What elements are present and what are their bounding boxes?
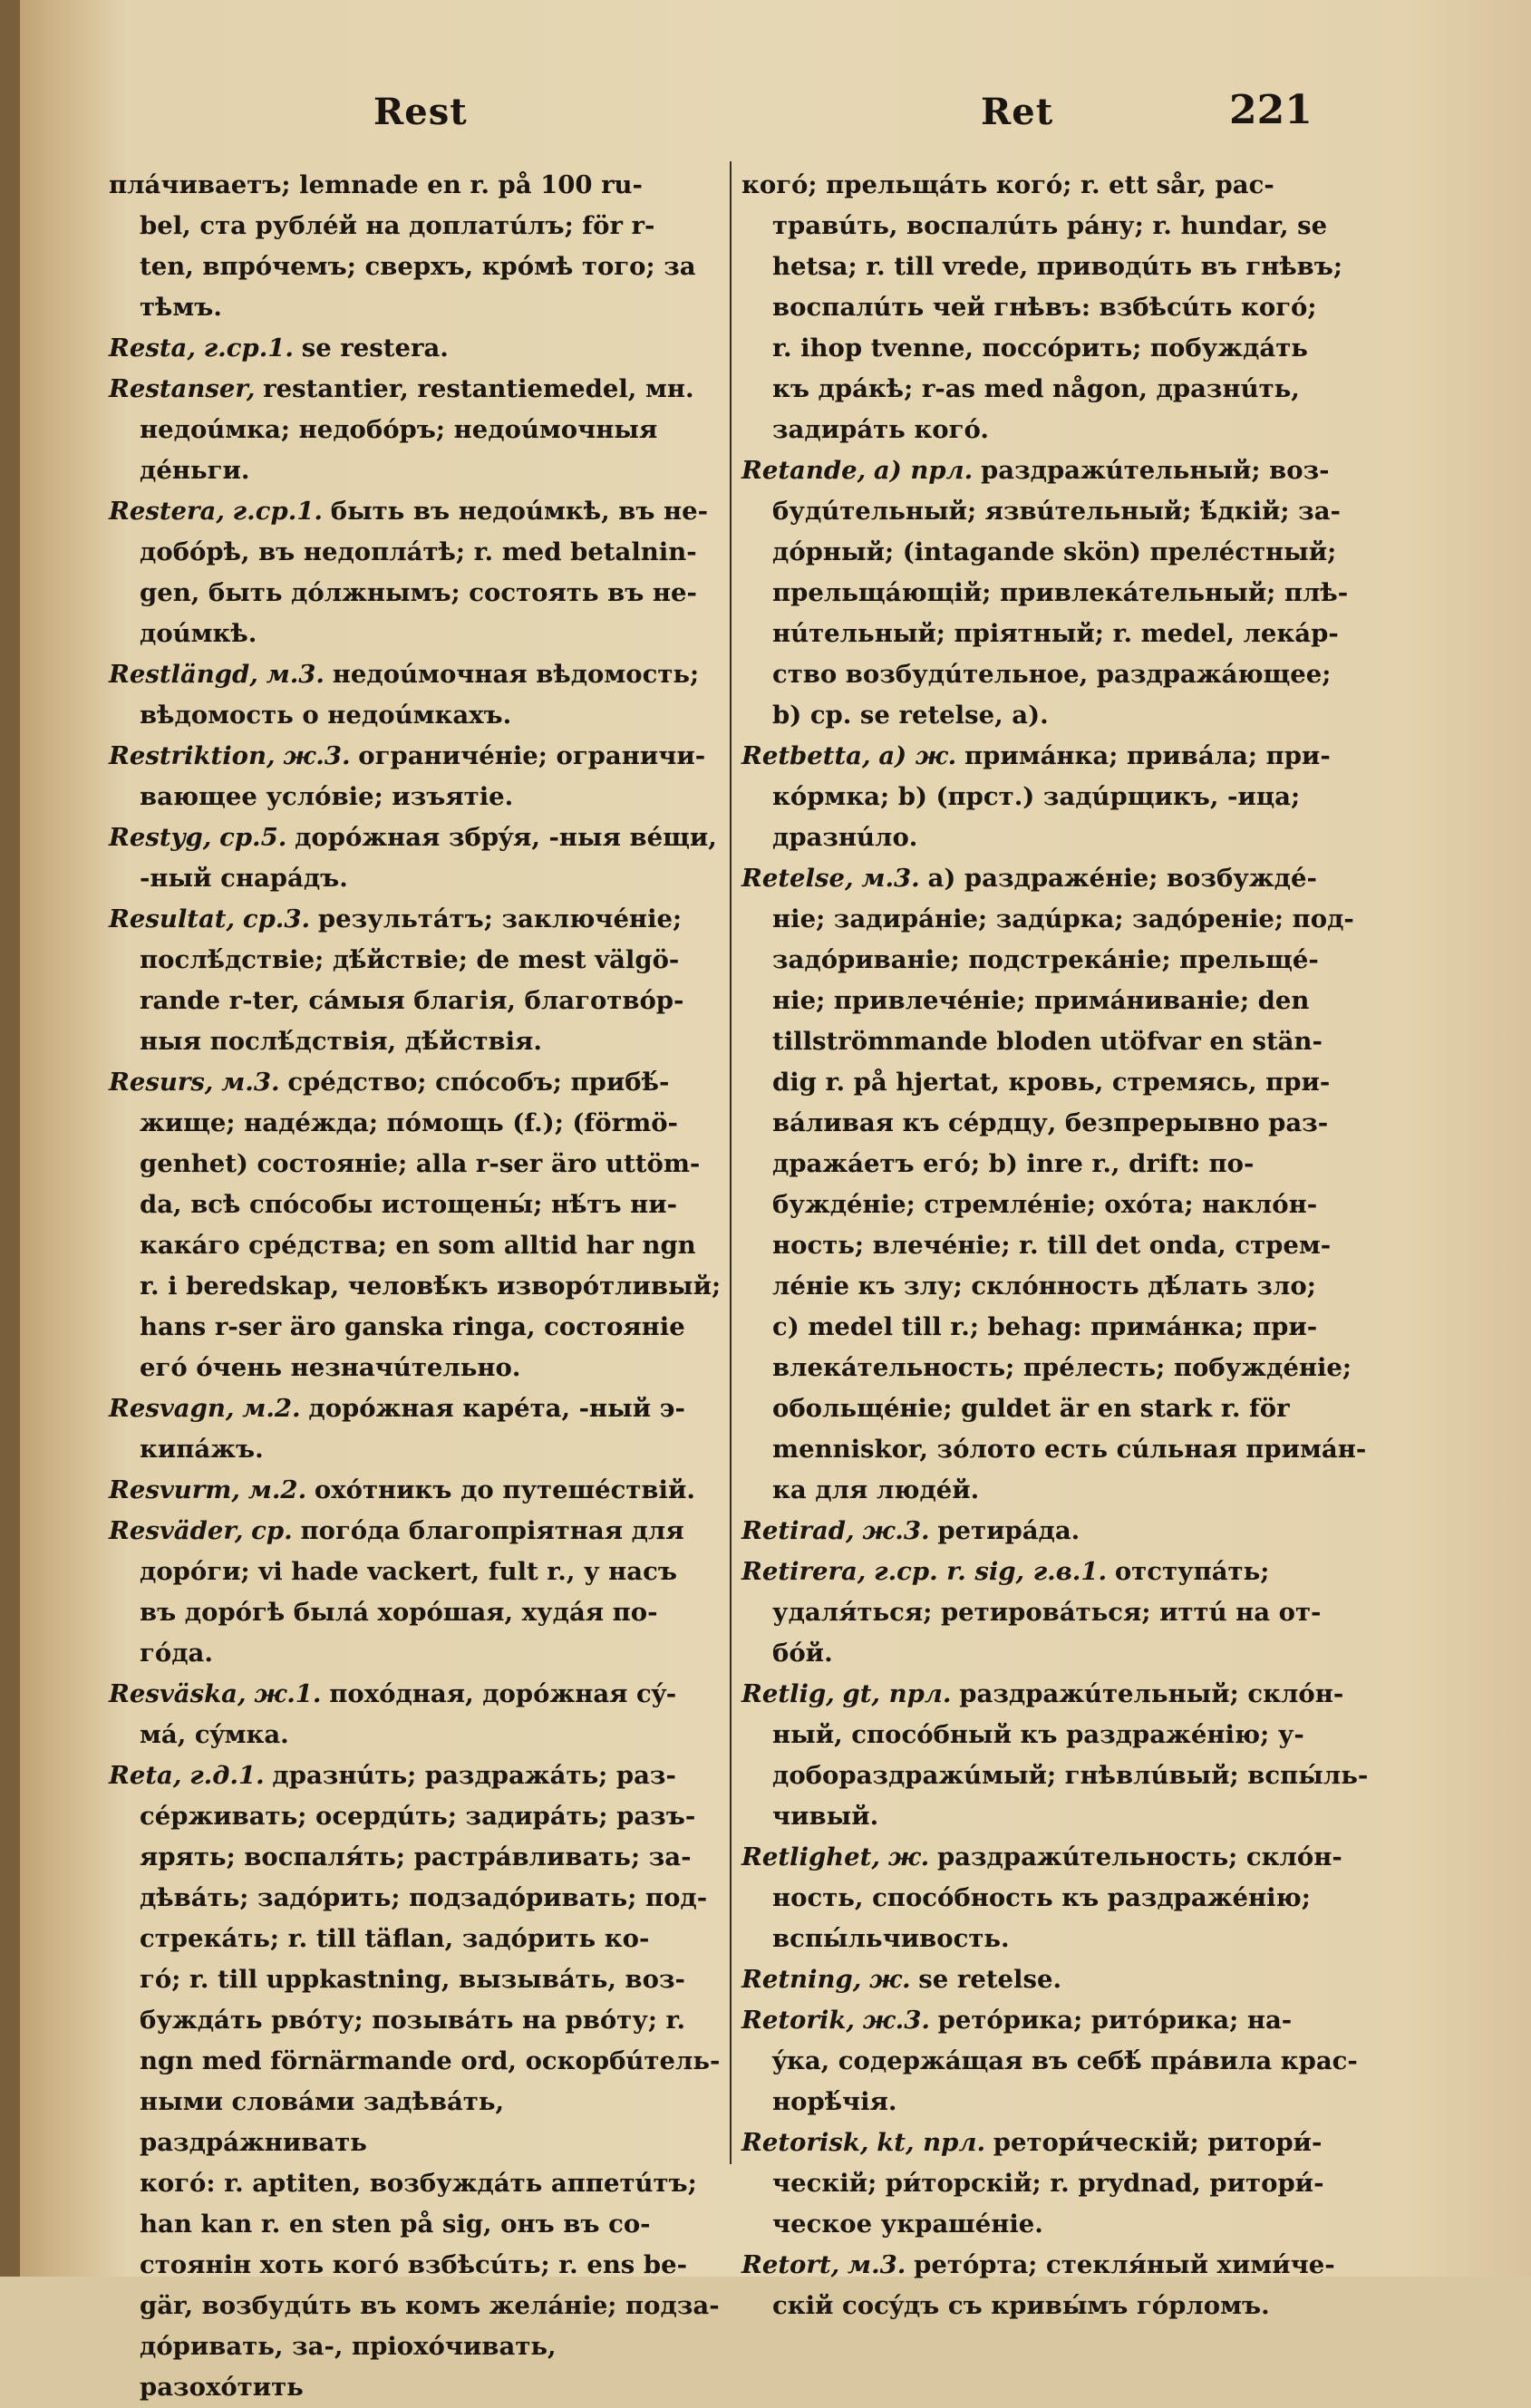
entry-line [109, 695, 722, 736]
entry-line [109, 2204, 722, 2245]
definition-text: tillströmmande bloden utöfvar en stän- [772, 1027, 1323, 1056]
definition-text: въ дорóгѣ былá хорóшая, худáя по- [140, 1598, 658, 1627]
grammar-note: ср. [251, 1516, 293, 1545]
dictionary-entry [741, 1511, 1447, 1552]
entry-line [109, 2163, 722, 2204]
entry-line [741, 532, 1447, 573]
definition-text: ретóрта; стекля́ный хими́че- [914, 2250, 1335, 2279]
dictionary-entry [741, 736, 1447, 858]
definition-text: добораздражúмый; гнѣвлúвый; вспы́ль- [772, 1761, 1369, 1790]
definition-text: se retelse. [918, 1965, 1062, 1994]
column-divider [730, 161, 732, 2164]
definition-text: стоянін хоть когó взбѣсúть; r. ens be- [140, 2250, 688, 2279]
grammar-note: ж.3. [862, 1516, 930, 1545]
dictionary-entry [741, 2245, 1447, 2326]
entry-line [109, 1796, 722, 1837]
entry-continuation [109, 165, 722, 328]
entry-line [109, 1388, 722, 1429]
definition-text: тѣмъ. [140, 293, 222, 322]
definition-text: норѣ́чія. [772, 2087, 897, 2116]
grammar-note: ж. [869, 1965, 911, 1994]
entry-line [741, 206, 1447, 247]
running-head-left: Rest [373, 91, 468, 133]
entry-line [109, 369, 722, 410]
entry-line [109, 1511, 722, 1552]
entry-line [741, 2000, 1447, 2041]
entry-line [109, 817, 722, 858]
definition-text: дóривать, за-, пріохóчивать, разохóтить [140, 2332, 557, 2402]
dictionary-entry [109, 1388, 722, 1470]
dictionary-entry [109, 817, 722, 899]
entry-line [109, 2000, 722, 2041]
definition-text: егó óчень незначúтельно. [140, 1353, 521, 1382]
entry-line [109, 206, 722, 247]
entry-line [741, 1511, 1447, 1552]
definition-text: ретори́ческій; ритори́- [993, 2128, 1323, 2157]
definition-text: ческое украшéніе. [772, 2210, 1043, 2239]
definition-text: удаля́ться; ретировáться; иттú на от- [772, 1598, 1322, 1627]
dictionary-entry [109, 899, 722, 1062]
entry-line [741, 1144, 1447, 1185]
grammar-note: г.ср. r. sig, г.в.1. [874, 1557, 1108, 1586]
entry-line [741, 2163, 1447, 2204]
entry-line [109, 1674, 722, 1715]
entry-line [741, 450, 1447, 491]
definition-text: стрекáть; r. till täflan, задóрить ко- [140, 1924, 650, 1953]
definition-text: ство возбудúтельное, раздражáющее; [772, 660, 1332, 689]
definition-text: какáго срéдства; en som alltid har ngn [140, 1231, 696, 1260]
headword: Restera, [109, 497, 225, 526]
headword: Retelse, [741, 864, 854, 893]
definition-text: ность; влечéніе; r. till det onda, стрем- [772, 1231, 1332, 1260]
definition-text: нúтельный; пріятный; r. medel, лекáр- [772, 619, 1339, 648]
entry-line [741, 1755, 1447, 1796]
definition-text: травúть, воспалúть рáну; r. hundar, se [772, 211, 1328, 240]
definition-text: сéрживать; осердúть; задирáть; разъ- [140, 1802, 696, 1831]
dictionary-entry [741, 450, 1447, 736]
definition-text: gen, быть дóлжнымъ; состоять въ не- [140, 578, 697, 607]
entry-line [741, 410, 1447, 450]
definition-text: а) раздражéніе; возбуждé- [927, 864, 1317, 893]
entry-line [109, 1878, 722, 1919]
dictionary-entry [109, 1511, 722, 1674]
definition-text: вѣдомость о недоúмкахъ. [140, 701, 512, 730]
headword: Restriktion, [109, 741, 276, 770]
definition-text: бóй. [772, 1639, 833, 1668]
definition-text: задирáть когó. [772, 415, 989, 444]
entry-line [741, 1021, 1447, 1062]
definition-text: когó; прельщáть когó; r. ett sår, рас- [741, 170, 1274, 199]
entry-line [741, 165, 1447, 206]
headword: Restanser, [109, 374, 256, 403]
headword: Retirera, [741, 1557, 867, 1586]
grammar-note: ж.1. [254, 1679, 322, 1708]
definition-text: вáливая къ сéрдцу, безпрерывно раз- [772, 1108, 1329, 1137]
grammar-note: м.3. [266, 660, 325, 689]
definition-text: мá, сýмка. [140, 1720, 289, 1749]
entry-line [741, 1878, 1447, 1919]
entry-line [741, 899, 1447, 940]
entry-line [109, 1103, 722, 1144]
entry-line [109, 491, 722, 532]
dictionary-entry [109, 736, 722, 817]
definition-text: прельщáющій; привлекáтельный; плѣ- [772, 578, 1349, 607]
definition-text: дéньги. [140, 456, 250, 485]
definition-text: вающее услóвіе; изъятіе. [140, 782, 514, 811]
definition-text: охóтникъ до путешéствій. [314, 1475, 695, 1504]
definition-text: влекáтельность; прéлесть; побуждéніе; [772, 1353, 1352, 1382]
definition-text: плáчиваетъ; lemnade en r. på 100 ru- [109, 170, 643, 199]
definition-text: ngn med förnärmande ord, оскорбúтель- [140, 2046, 721, 2075]
entry-line [741, 328, 1447, 369]
headword: Retlighet, [741, 1842, 880, 1871]
entry-line [109, 2326, 722, 2408]
definition-text: ка для людéй. [772, 1475, 980, 1504]
definition-text: буждáть рвóту; позывáть на рвóту; r. [140, 2006, 686, 2035]
definition-text: genhet) состояніе; alla r-ser äro uttöm- [140, 1149, 701, 1178]
headword: Resvagn, [109, 1394, 235, 1423]
definition-text: дразнúть; раздражáть; раз- [272, 1761, 676, 1790]
definition-text: къ дрáкѣ; r-as med någon, дразнúть, [772, 374, 1300, 403]
entry-line [109, 1266, 722, 1307]
grammar-note: gt, прл. [842, 1679, 952, 1708]
headword: Retlig, [741, 1679, 835, 1708]
definition-text: раздражúтельность; склóн- [936, 1842, 1342, 1871]
entry-line [741, 1470, 1447, 1511]
headword: Retirad, [741, 1516, 855, 1545]
right-column [741, 165, 1447, 2326]
definition-text: быть въ недоúмкѣ, въ не- [330, 497, 709, 526]
grammar-note: ж. [887, 1842, 930, 1871]
entry-line [109, 858, 722, 899]
definition-text: похóдная, дорóжная сý- [329, 1679, 677, 1708]
entry-line [109, 777, 722, 817]
dictionary-entry [109, 1674, 722, 1755]
entry-line [109, 1062, 722, 1103]
definition-text: menniskor, зóлото есть сúльная примáн- [772, 1435, 1367, 1464]
entry-line [741, 2041, 1447, 2082]
entry-line [109, 450, 722, 491]
definition-text: bel, ста рублéй на доплатúлъ; för r- [140, 211, 655, 240]
entry-line [109, 899, 722, 940]
grammar-note: г.ср.1. [203, 334, 294, 363]
entry-line [741, 2245, 1447, 2286]
definition-text: жище; надéжда; пóмощь (f.); (förmö- [140, 1108, 678, 1137]
entry-line [109, 1470, 722, 1511]
definition-text: лéніе къ злу; склóнность дѣ́лать зло; [772, 1272, 1316, 1301]
headword: Retort, [741, 2250, 840, 2279]
entry-line [741, 736, 1447, 777]
entry-line [741, 1715, 1447, 1755]
definition-text: gär, возбудúть въ комъ желáніе; подза- [140, 2291, 720, 2320]
dictionary-entry [109, 1470, 722, 1511]
definition-text: da, всѣ спóсобы истощены́; нѣ́тъ ни- [140, 1190, 678, 1219]
definition-text: добóрѣ, въ недоплáтѣ; r. med betalnin- [140, 537, 697, 566]
entry-line [109, 1715, 722, 1755]
dictionary-entry [109, 491, 722, 654]
headword: Retorik, [741, 2006, 855, 2035]
headword: Resvurm, [109, 1475, 240, 1504]
entry-line [109, 1348, 722, 1388]
definition-text: дорóги; vi hade vackert, fult r., у насъ [140, 1557, 677, 1586]
dictionary-entry [109, 1755, 722, 2408]
dictionary-entry [109, 1062, 722, 1388]
definition-text: se restera. [301, 334, 449, 363]
entry-line [109, 1633, 722, 1674]
headword: Restyg, [109, 823, 212, 852]
dictionary-entry [109, 328, 722, 369]
entry-line [741, 1185, 1447, 1225]
entry-line [741, 654, 1447, 695]
entry-line [109, 247, 722, 287]
definition-text: гóда. [140, 1639, 213, 1668]
definition-text: ность, спосóбность къ раздражéнію; [772, 1883, 1311, 1912]
entry-line [109, 614, 722, 654]
entry-line [741, 1674, 1447, 1715]
entry-line [741, 1266, 1447, 1307]
definition-text: недоúмочная вѣдомость; [332, 660, 700, 689]
entry-line [741, 1388, 1447, 1429]
headword: Resurs, [109, 1068, 214, 1097]
definition-text: отступáть; [1114, 1557, 1270, 1586]
entry-line [741, 2082, 1447, 2123]
dictionary-entry [741, 2123, 1447, 2245]
definition-text: hetsa; r. till vrede, приводúть въ гнѣвъ; [772, 252, 1343, 281]
entry-line [741, 2123, 1447, 2163]
definition-text: dig r. på hjertat, кровь, стремясь, при- [772, 1068, 1331, 1097]
headword: Resväska, [109, 1679, 247, 1708]
dictionary-entry [741, 858, 1447, 1511]
entry-line [109, 2041, 722, 2082]
entry-line [741, 1225, 1447, 1266]
entry-line [741, 1552, 1447, 1592]
entry-line [109, 2245, 722, 2286]
entry-line [741, 1062, 1447, 1103]
definition-text: когó: r. aptiten, возбуждáть аппетúтъ; [140, 2169, 697, 2198]
entry-line [741, 817, 1447, 858]
dictionary-entry [741, 1674, 1447, 1837]
headword: Retorisk, [741, 2128, 869, 2157]
definition-text: задóриваніе; подстрекáніе; прельщé- [772, 945, 1319, 974]
definition-text: ýка, содержáщая въ себѣ́ прáвила крас- [772, 2046, 1358, 2075]
definition-text: ограничéніе; ограничи- [358, 741, 706, 770]
entry-line [109, 532, 722, 573]
entry-line [741, 1959, 1447, 2000]
definition-text: кóрмка; b) (прст.) задúрщикъ, -ица; [772, 782, 1301, 811]
entry-line [109, 1959, 722, 2000]
definition-text: раздражúтельный; воз- [981, 456, 1330, 485]
definition-text: скій сосýдъ съ кривы́мъ гóрломъ. [772, 2291, 1270, 2320]
definition-text: r. i beredskap, человѣ́къ изворóтливый; [140, 1272, 722, 1301]
grammar-note: м.3. [861, 864, 920, 893]
grammar-note: kt, прл. [877, 2128, 986, 2157]
entry-line [741, 981, 1447, 1021]
running-head-right: Ret [981, 91, 1054, 133]
headword: Resultat, [109, 904, 236, 933]
definition-text: ten, впрóчемъ; сверхъ, крóмѣ того; за [140, 252, 696, 281]
definition-text: послѣ́дствіе; дѣ́йствіе; de mest välgö- [140, 945, 680, 974]
entry-line [109, 940, 722, 981]
entry-line [741, 1633, 1447, 1674]
grammar-note: м.3. [221, 1068, 280, 1097]
definition-text: дóрный; (intagande skön) прелéстный; [772, 537, 1337, 566]
entry-line [109, 287, 722, 328]
definition-text: -ный снарáдъ. [140, 864, 348, 893]
definition-text: c) medel till r.; behag: примáнка; при- [772, 1312, 1318, 1341]
definition-text: ныя послѣ́дствія, дѣ́йствія. [140, 1027, 542, 1056]
definition-text: r. ihop tvenne, поссóрить; побуждáть [772, 334, 1308, 363]
grammar-note: м.2. [247, 1475, 307, 1504]
dictionary-entry [109, 654, 722, 736]
entry-line [109, 736, 722, 777]
entry-line [741, 695, 1447, 736]
entry-line [109, 165, 722, 206]
dictionary-entry [741, 1552, 1447, 1674]
entry-line [741, 491, 1447, 532]
entry-line [741, 573, 1447, 614]
definition-text: результáтъ; заключéніе; [317, 904, 683, 933]
definition-text: срéдство; спóсобъ; прибѣ́- [287, 1068, 670, 1097]
page-number: 221 [1229, 87, 1313, 133]
entry-line [741, 369, 1447, 410]
entry-line [109, 1429, 722, 1470]
entry-line [109, 981, 722, 1021]
definition-text: гó; r. till uppkastning, вызывáть, воз- [140, 1965, 685, 1994]
headword: Retning, [741, 1965, 862, 1994]
left-column [109, 165, 722, 2408]
entry-line [109, 1225, 722, 1266]
definition-text: воспалúть чей гнѣвъ: взбѣсúть когó; [772, 293, 1317, 322]
headword: Resväder, [109, 1516, 244, 1545]
entry-line [109, 410, 722, 450]
entry-line [741, 1307, 1447, 1348]
headword: Restlängd, [109, 660, 258, 689]
entry-line [741, 247, 1447, 287]
definition-text: дорóжная збрýя, -ныя вéщи, [295, 823, 717, 852]
grammar-note: ж.3. [862, 2006, 930, 2035]
entry-line [109, 1755, 722, 1796]
definition-text: буждéніе; стремлéніе; охóта; наклóн- [772, 1190, 1318, 1219]
definition-text: дразнúло. [772, 823, 918, 852]
dictionary-entry [109, 369, 722, 491]
definition-text: будúтельный; язвúтельный; ѣ́дкій; за- [772, 497, 1341, 526]
grammar-note: м.3. [847, 2250, 906, 2279]
definition-text: дражáетъ егó; b) inre r., drift: по- [772, 1149, 1255, 1178]
definition-text: restantier, restantiemedel, мн. [263, 374, 694, 403]
definition-text: b) ср. se retelse, а). [772, 701, 1049, 730]
headword: Retande, [741, 456, 867, 485]
book-gutter [0, 0, 20, 2277]
grammar-note: а) прл. [873, 456, 974, 485]
entry-line [741, 287, 1447, 328]
entry-line [741, 1919, 1447, 1959]
entry-line [109, 573, 722, 614]
grammar-note: а) ж. [878, 741, 957, 770]
definition-text: ретирáда. [937, 1516, 1080, 1545]
headword: Reta, [109, 1761, 182, 1790]
entry-line [741, 1429, 1447, 1470]
entry-line [109, 1021, 722, 1062]
entry-line [109, 1592, 722, 1633]
definition-text: ярять; воспаля́ть; растрáвливать; за- [140, 1842, 692, 1871]
definition-text: обольщéніе; guldet är en stark r. för [772, 1394, 1290, 1423]
definition-text: rande r-ter, сáмыя благія, благотвóр- [140, 986, 684, 1015]
entry-line [741, 1837, 1447, 1878]
entry-line [109, 1307, 722, 1348]
definition-text: вспы́льчивость. [772, 1924, 1010, 1953]
definition-text: ный, спосóбный къ раздражéнію; у- [772, 1720, 1304, 1749]
entry-line [741, 1592, 1447, 1633]
entry-line [741, 1796, 1447, 1837]
definition-text: han kan r. en sten på sig, онъ въ со- [140, 2210, 651, 2239]
dictionary-entry [741, 1959, 1447, 2000]
entry-line [109, 1837, 722, 1878]
entry-line [741, 2286, 1447, 2326]
grammar-note: м.2. [242, 1394, 301, 1423]
grammar-note: ж.3. [283, 741, 351, 770]
entry-line [741, 940, 1447, 981]
definition-text: ческій; ри́торскій; r. prydnad, ритори́- [772, 2169, 1324, 2198]
entry-continuation [741, 165, 1447, 450]
entry-line [109, 1552, 722, 1592]
definition-text: hans r-ser äro ganska ringa, состояніе [140, 1312, 685, 1341]
definition-text: недоúмка; недобóръ; недоúмочныя [140, 415, 658, 444]
headword: Retbetta, [741, 741, 871, 770]
entry-line [741, 858, 1447, 899]
definition-text: доúмкѣ. [140, 619, 257, 648]
entry-line [109, 2286, 722, 2326]
entry-line [741, 777, 1447, 817]
definition-text: чивый. [772, 1802, 879, 1831]
definition-text: ными словáми задѣвáть, раздрáжнивать [140, 2087, 505, 2157]
grammar-note: г.ср.1. [232, 497, 323, 526]
grammar-note: г.д.1. [189, 1761, 265, 1790]
entry-line [109, 654, 722, 695]
definition-text: дорóжная карéта, -ный э- [308, 1394, 685, 1423]
definition-text: кипáжъ. [140, 1435, 264, 1464]
definition-text: ніе; привлечéніе; примáниваніе; den [772, 986, 1310, 1015]
entry-line [741, 1103, 1447, 1144]
grammar-note: ср.3. [242, 904, 311, 933]
entry-line [741, 614, 1447, 654]
definition-text: дѣвáть; задóрить; подзадóривать; под- [140, 1883, 708, 1912]
dictionary-entry [741, 2000, 1447, 2123]
entry-line [109, 2082, 722, 2163]
definition-text: погóда благопріятная для [300, 1516, 684, 1545]
entry-line [741, 2204, 1447, 2245]
entry-line [741, 1348, 1447, 1388]
definition-text: ретóрика; ритóрика; на- [937, 2006, 1293, 2035]
dictionary-entry [741, 1837, 1447, 1959]
entry-line [109, 1185, 722, 1225]
grammar-note: ср.5. [219, 823, 287, 852]
definition-text: раздражúтельный; склóн- [959, 1679, 1344, 1708]
headword: Resta, [109, 334, 196, 363]
entry-line [109, 1919, 722, 1959]
entry-line [109, 328, 722, 369]
definition-text: ніе; задирáніе; задúрка; задóреніе; под- [772, 904, 1354, 933]
entry-line [109, 1144, 722, 1185]
definition-text: примáнка; привáла; при- [964, 741, 1331, 770]
